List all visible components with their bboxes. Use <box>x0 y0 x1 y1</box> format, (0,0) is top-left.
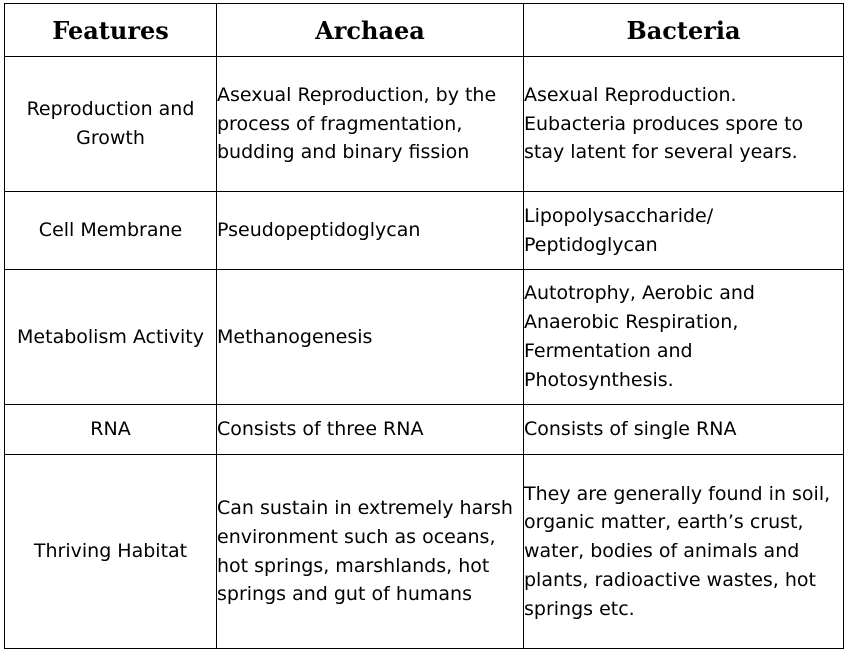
archaea-cell: Methanogenesis <box>217 270 524 405</box>
feature-cell: Metabolism Activity <box>5 270 217 405</box>
feature-cell: Thriving Habitat <box>5 455 217 649</box>
comparison-table <box>4 3 844 649</box>
table-row <box>5 455 844 649</box>
archaea-cell: Asexual Reproduction, by the process of fragmentation, budding and binary fission <box>217 57 524 192</box>
archaea-cell: Pseudopeptidoglycan <box>217 192 524 270</box>
table-row <box>5 57 844 192</box>
header-bacteria: Bacteria <box>524 4 844 57</box>
header-archaea: Archaea <box>217 4 524 57</box>
bacteria-cell: Consists of single RNA <box>524 405 844 455</box>
feature-cell: RNA <box>5 405 217 455</box>
header-features: Features <box>5 4 217 57</box>
feature-cell: Cell Membrane <box>5 192 217 270</box>
table-row <box>5 405 844 455</box>
archaea-cell: Consists of three RNA <box>217 405 524 455</box>
archaea-cell: Can sustain in extremely harsh environment such as oceans, hot springs, marshlands, hot springs and gut of humans <box>217 455 524 649</box>
table-row <box>5 270 844 405</box>
bacteria-cell: They are generally found in soil, organic matter, earth’s crust, water, bodies of animals and plants, radioactive wastes, hot springs etc. <box>524 455 844 649</box>
feature-cell: Reproduction and Growth <box>5 57 217 192</box>
table-row <box>5 192 844 270</box>
bacteria-cell: Autotrophy, Aerobic and Anaerobic Respiration, Fermentation and Photosynthesis. <box>524 270 844 405</box>
bacteria-cell: Asexual Reproduction. Eubacteria produces spore to stay latent for several years. <box>524 57 844 192</box>
bacteria-cell: Lipopolysaccharide/ Peptidoglycan <box>524 192 844 270</box>
header-row <box>5 4 844 57</box>
